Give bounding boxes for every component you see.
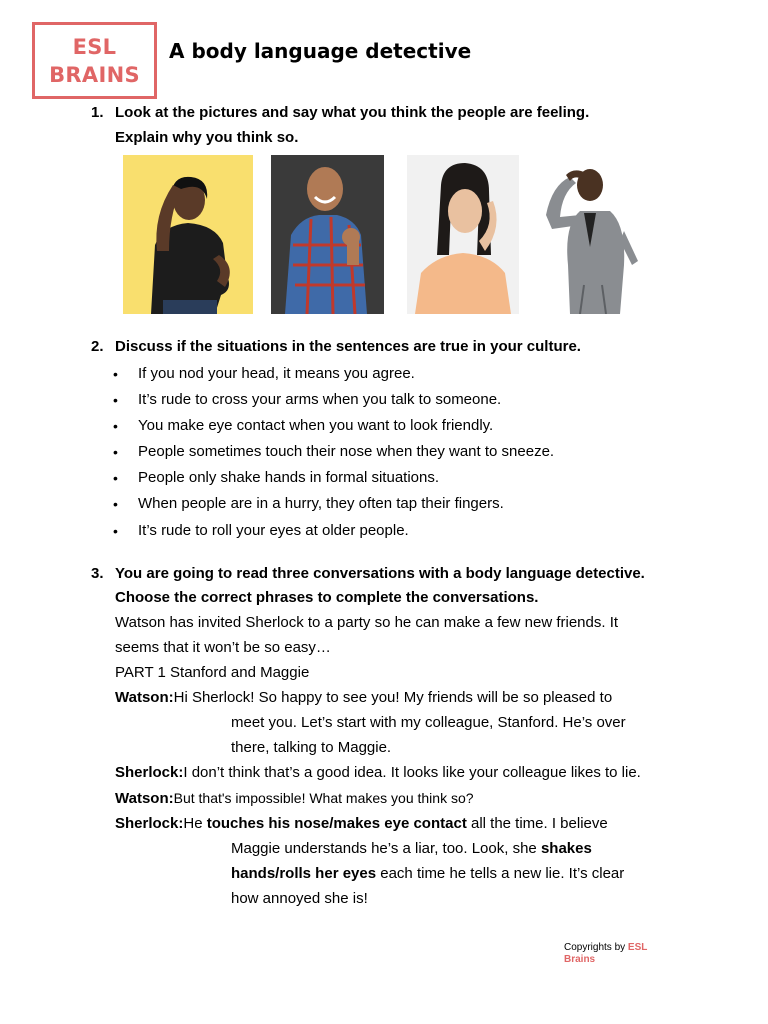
speaker-name: Sherlock: [115,815,184,832]
part-heading: PART 1 Stanford and Maggie [115,664,310,681]
dialogue-line-watson-2 [115,788,474,809]
speaker-name: Sherlock: [115,764,184,781]
bullet-icon: • [113,496,118,512]
list-item: When people are in a hurry, they often tap their fingers. [138,495,504,512]
copyright-footer [564,942,647,966]
dialogue-text: But that's impossible! What makes you think so? [173,790,474,806]
bullet-icon: • [113,392,118,408]
speaker-name: Watson: [115,790,174,807]
copyright-text: Copyrights by [564,942,628,953]
page-title: A body language detective [169,39,472,63]
copyright-brand: Brains [564,954,596,965]
logo-line-1: ESL [72,34,117,59]
bullet-icon: • [113,523,118,539]
dialogue-text: meet you. Let’s start with my colleague, Stanford. He’s over [231,714,626,731]
dialogue-text: He [183,815,207,832]
list-item: People sometimes touch their nose when they want to sneeze. [138,443,555,460]
dialogue-text: how annoyed she is! [231,890,368,907]
bullet-icon: • [113,444,118,460]
phrase-choice: shakes [540,840,592,857]
bullet-icon: • [113,418,118,434]
list-item: If you nod your head, it means you agree. [138,365,415,382]
bullet-icon: • [113,470,118,486]
dialogue-text: each time he tells a new lie. It’s clear [376,865,625,882]
task-3-instruction-line-1: You are going to read three conversations with a body language detective. [115,565,645,582]
phrase-choice: hands/rolls her eyes [231,865,377,882]
task-1-instruction-line-2: Explain why you think so. [115,129,299,146]
dialogue-line [231,839,592,859]
dialogue-text: all the time. I believe [466,815,608,832]
list-item: People only shake hands in formal situations. [138,469,440,486]
dialogue-text: there, talking to Maggie. [231,739,392,756]
bullet-icon: • [113,366,118,382]
speaker-name: Watson: [115,689,174,706]
dialogue-line [231,864,624,884]
dialogue-line-sherlock-2 [115,814,608,834]
man-in-suit-photo [540,155,646,314]
dialogue-text: Hi Sherlock! So happy to see you! My friends will be so pleased to [173,689,613,706]
task-1-number: 1. [91,104,104,121]
phrase-choice: touches his nose/makes eye contact [206,815,467,832]
list-item: You make eye contact when you want to look friendly. [138,417,494,434]
task-1-instruction-line-1: Look at the pictures and say what you think the people are feeling. [115,104,590,121]
dialogue-text: Maggie understands he’s a liar, too. Look, she [231,840,541,857]
story-intro-line-1: Watson has invited Sherlock to a party so he can make a few new friends. It [115,614,619,631]
dialogue-text: I don’t think that’s a good idea. It looks like your colleague likes to lie. [183,764,641,781]
esl-brains-logo [32,22,157,99]
dialogue-line-watson-1 [115,688,612,708]
story-intro-line-2: seems that it won’t be so easy… [115,639,331,656]
dialogue-line-sherlock-1 [115,763,641,783]
logo-line-2: BRAINS [49,62,140,87]
task-3-instruction-line-2: Choose the correct phrases to complete the conversations. [115,589,539,606]
man-ok-gesture-photo [271,155,384,314]
copyright-brand: ESL [627,942,648,953]
task-2-number: 2. [91,338,104,355]
woman-thinking-photo [407,155,519,314]
list-item: It’s rude to cross your arms when you talk to someone. [138,391,502,408]
list-item: It’s rude to roll your eyes at older people. [138,522,409,539]
task-2-instruction: Discuss if the situations in the sentences are true in your culture. [115,338,581,355]
woman-hand-on-forehead-photo [123,155,253,314]
task-3-number: 3. [91,565,104,582]
